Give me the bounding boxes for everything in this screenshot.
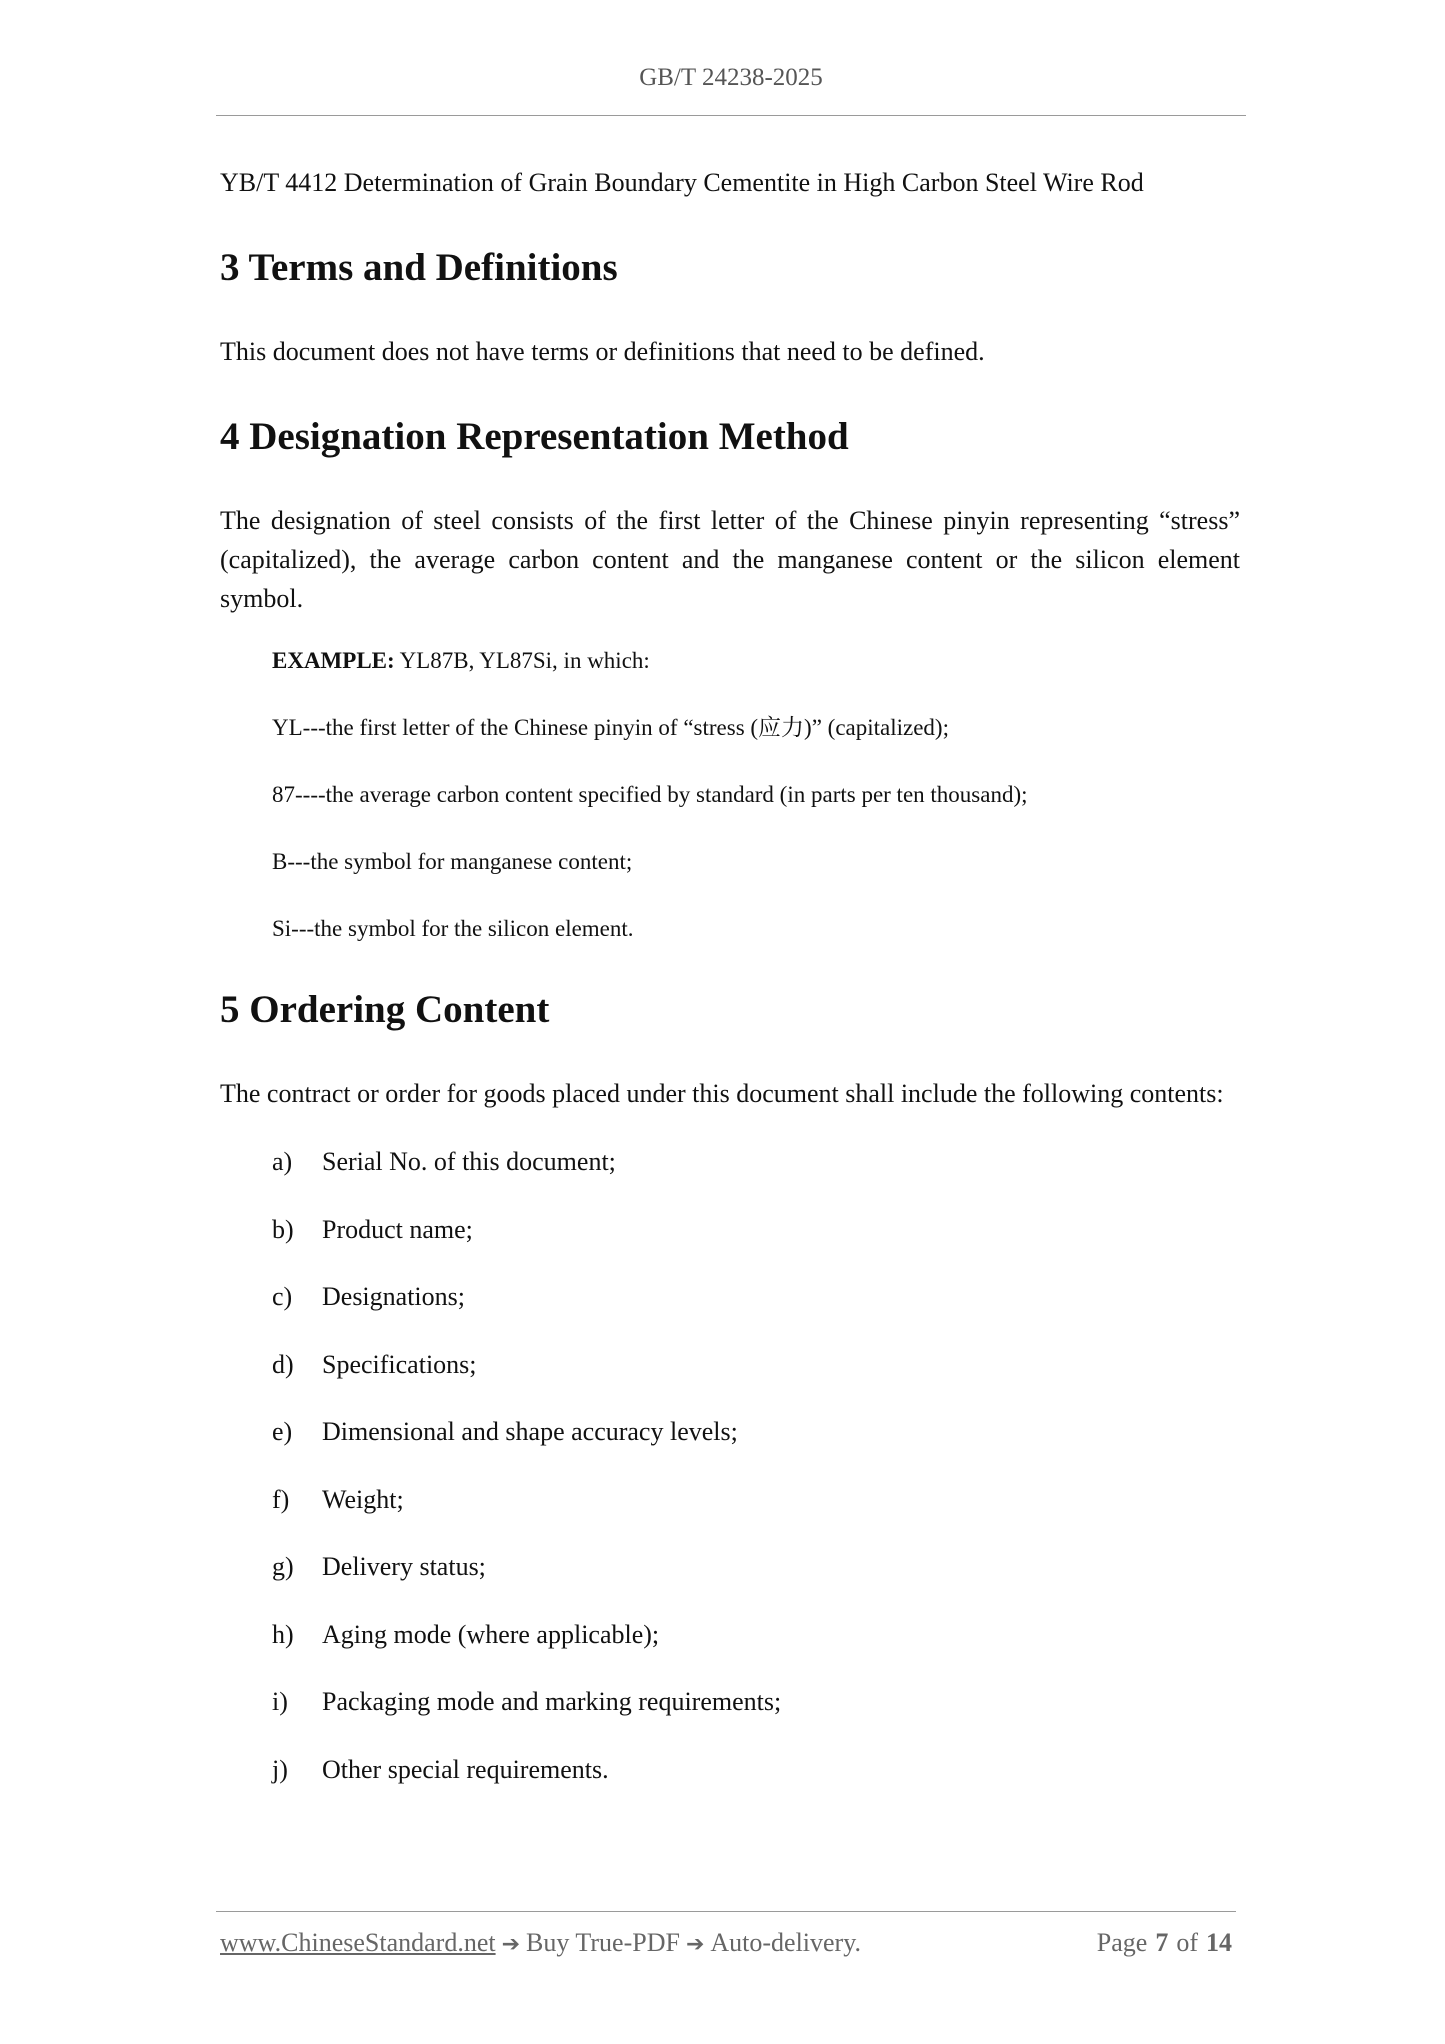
buy-true-pdf-text: Buy True-PDF — [526, 1928, 680, 1957]
list-marker: f) — [272, 1484, 290, 1514]
list-marker: b) — [272, 1214, 294, 1244]
list-item-text: Packaging mode and marking requirements; — [322, 1687, 782, 1716]
section-4-heading: 4 Designation Representation Method — [220, 415, 849, 458]
page-label: Page — [1096, 1928, 1148, 1957]
example-intro-text: YL87B, YL87Si, in which: — [394, 648, 650, 673]
example-intro — [272, 646, 1240, 676]
list-item-text: Serial No. of this document; — [322, 1147, 616, 1176]
page-number — [1097, 1928, 1232, 1958]
example-line-si: Si---the symbol for the silicon element. — [272, 916, 634, 941]
list-item-text: Weight; — [322, 1484, 404, 1514]
example-line-b: B---the symbol for manganese content; — [272, 849, 633, 874]
ordering-content-list — [272, 1143, 1240, 1789]
list-item — [272, 1278, 1240, 1316]
list-item — [272, 1751, 1240, 1789]
list-marker: i) — [272, 1687, 288, 1716]
list-item — [272, 1548, 1240, 1586]
arrow-right-icon: ➔ — [685, 1932, 705, 1957]
list-item-text: Delivery status; — [322, 1552, 486, 1581]
arrow-right-icon: ➔ — [501, 1932, 521, 1957]
list-marker: a) — [272, 1147, 293, 1176]
section-3-body: This document does not have terms or definitions that need to be defined. — [220, 337, 985, 366]
chinesestandard-link[interactable]: www.ChineseStandard.net — [220, 1928, 496, 1957]
page-total: 14 — [1206, 1928, 1232, 1957]
list-marker: d) — [272, 1349, 294, 1379]
list-item-text: Product name; — [322, 1214, 473, 1244]
section-3-heading: 3 Terms and Definitions — [220, 246, 618, 289]
example-label: EXAMPLE: — [272, 648, 395, 673]
list-item — [272, 1211, 1240, 1249]
example-line-yl: YL---the first letter of the Chinese pinyin of “stress (应力)” (capitalized); — [272, 715, 949, 740]
footer-divider — [216, 1911, 1236, 1912]
list-item — [272, 1346, 1240, 1384]
list-item-text: Other special requirements. — [322, 1754, 609, 1784]
list-item — [272, 1143, 1240, 1181]
list-item-text: Designations; — [322, 1282, 465, 1311]
list-marker: e) — [272, 1417, 293, 1446]
section-5-body: The contract or order for goods placed under this document shall include the following contents: — [220, 1079, 1224, 1108]
normative-reference-line: YB/T 4412 Determination of Grain Boundary Cementite in High Carbon Steel Wire Rod — [220, 168, 1144, 197]
list-marker: h) — [272, 1619, 294, 1649]
list-marker: g) — [272, 1552, 294, 1581]
page-current: 7 — [1155, 1928, 1169, 1957]
page-footer — [220, 1928, 1232, 1958]
auto-delivery-text: Auto-delivery. — [710, 1928, 862, 1957]
list-item — [272, 1413, 1240, 1451]
footer-promo — [220, 1928, 861, 1958]
running-header: GB/T 24238-2025 — [639, 64, 823, 91]
list-marker: j) — [272, 1754, 288, 1784]
list-item-text: Dimensional and shape accuracy levels; — [322, 1417, 738, 1446]
page-of: of — [1176, 1928, 1198, 1957]
list-item — [272, 1683, 1240, 1721]
section-4-body: The designation of steel consists of the first letter of the Chinese pinyin representing “stress” (capitalized), the average carbon content and the manganese content or the silicon element symbol. — [220, 506, 1240, 613]
list-item — [272, 1616, 1240, 1654]
list-item-text: Aging mode (where applicable); — [322, 1619, 660, 1649]
example-block — [272, 646, 1240, 944]
example-line-87: 87----the average carbon content specified by standard (in parts per ten thousand); — [272, 782, 1028, 807]
header-divider — [216, 115, 1246, 116]
list-marker: c) — [272, 1282, 293, 1311]
list-item-text: Specifications; — [322, 1349, 477, 1379]
section-5-heading: 5 Ordering Content — [220, 988, 550, 1031]
list-item — [272, 1481, 1240, 1519]
page-content — [220, 160, 1240, 1818]
